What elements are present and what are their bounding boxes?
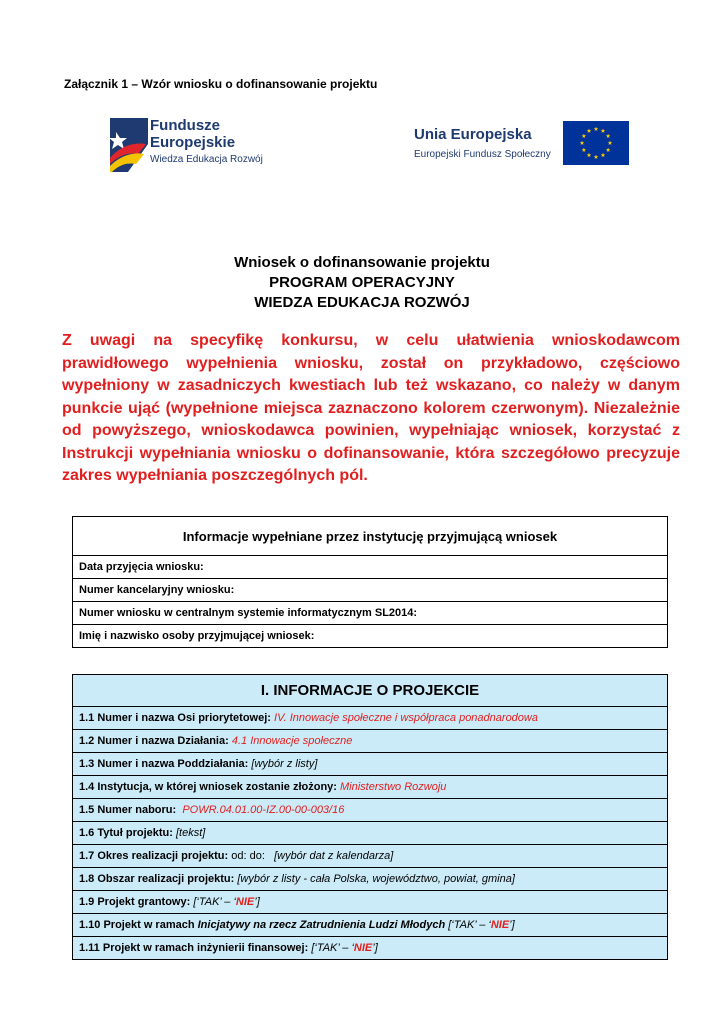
institution-row: Numer kancelaryjny wniosku: bbox=[73, 579, 668, 602]
fe-line1: Fundusze bbox=[150, 117, 220, 134]
institution-table-header: Informacje wypełniane przez instytucję przyjmującą wniosek bbox=[73, 517, 668, 556]
field-value[interactable]: IV. Innowacje społeczne i współpraca ponadnarodowa bbox=[274, 712, 538, 724]
project-row-1-4: 1.4 Instytucja, w której wniosek zostanie złożony: Ministerstwo Rozwoju bbox=[73, 776, 668, 799]
institution-row: Numer wniosku w centralnym systemie informatycznym SL2014: bbox=[73, 602, 668, 625]
field-value[interactable]: [wybór z listy] bbox=[251, 758, 318, 770]
institution-info-table bbox=[72, 516, 668, 648]
field-value[interactable]: [‘TAK’ – ‘NIE’] bbox=[448, 919, 515, 931]
document-titles bbox=[0, 253, 724, 313]
project-row-1-2: 1.2 Numer i nazwa Działania: 4.1 Innowacje społeczne bbox=[73, 730, 668, 753]
project-row-1-6: 1.6 Tytuł projektu: [tekst] bbox=[73, 822, 668, 845]
title-line1: Wniosek o dofinansowanie projektu bbox=[234, 254, 490, 271]
field-value[interactable]: [tekst] bbox=[175, 827, 206, 839]
project-row-1-11: 1.11 Projekt w ramach inżynierii finansowej: [‘TAK’ – ‘NIE’] bbox=[73, 937, 668, 960]
field-value[interactable]: [wybór dat z kalendarza] bbox=[274, 850, 394, 862]
field-value[interactable]: [‘TAK’ – ‘NIE’] bbox=[311, 942, 378, 954]
field-value[interactable]: Ministerstwo Rozwoju bbox=[340, 781, 447, 793]
fe-logo-text bbox=[150, 118, 263, 165]
title-line3: WIEDZA EDUKACJA ROZWÓJ bbox=[254, 294, 470, 311]
fe-line3: Wiedza Edukacja Rozwój bbox=[150, 154, 263, 165]
project-row-1-8: 1.8 Obszar realizacji projektu: [wybór z listy - cała Polska, województwo, powiat, gmina] bbox=[73, 868, 668, 891]
institution-row: Data przyjęcia wniosku: bbox=[73, 556, 668, 579]
fe-line2: Europejskie bbox=[150, 134, 236, 151]
title-line2: PROGRAM OPERACYJNY bbox=[269, 274, 455, 291]
project-row-1-1: 1.1 Numer i nazwa Osi priorytetowej: IV. Innowacje społeczne i współpraca ponadnarodowa bbox=[73, 707, 668, 730]
project-info-table bbox=[72, 674, 668, 960]
project-table-header: I. INFORMACJE O PROJEKCIE bbox=[73, 675, 668, 707]
field-value[interactable]: [wybór z listy - cała Polska, województwo, powiat, gmina] bbox=[237, 873, 515, 885]
annex-title: Załącznik 1 – Wzór wniosku o dofinansowanie projektu bbox=[64, 77, 378, 91]
instruction-notice: Z uwagi na specyfikę konkursu, w celu ułatwienia wnioskodawcom prawidłowego wypełnienia wniosku, został on przykładowo, częściowo wypełniony w zasadniczych kwestiach lub też wskazano, co należy w danym punkcie ująć (wypełnione miejsca zaznaczono kolorem czerwonym). Niezależnie od powyższego, wnioskodawca powinien, wypełniając wniosek, korzystać z Instrukcji wypełniania wniosku o dofinansowanie, która szczegółowo precyzuje zakres wypełniania poszczególnych pól. bbox=[62, 332, 680, 484]
ue-line2: Europejski Fundusz Społeczny bbox=[414, 149, 551, 160]
field-value[interactable]: [‘TAK’ – ‘NIE’] bbox=[193, 896, 260, 908]
project-row-1-5: 1.5 Numer naboru: POWR.04.01.00-IZ.00-00-003/16 bbox=[73, 799, 668, 822]
project-row-1-7: 1.7 Okres realizacji projektu: od: do: [wybór dat z kalendarza] bbox=[73, 845, 668, 868]
field-value[interactable]: POWR.04.01.00-IZ.00-00-003/16 bbox=[182, 804, 345, 816]
field-value[interactable]: 4.1 Innowacje społeczne bbox=[231, 735, 353, 747]
project-row-1-10: 1.10 Projekt w ramach Inicjatywy na rzecz Zatrudnienia Ludzi Młodych [‘TAK’ – ‘NIE’] bbox=[73, 914, 668, 937]
institution-row: Imię i nazwisko osoby przyjmującej wniosek: bbox=[73, 625, 668, 648]
ue-line1: Unia Europejska bbox=[414, 126, 532, 143]
ue-logo-text bbox=[414, 126, 551, 160]
project-row-1-3: 1.3 Numer i nazwa Poddziałania: [wybór z listy] bbox=[73, 753, 668, 776]
eu-flag-icon bbox=[563, 121, 629, 165]
project-row-1-9: 1.9 Projekt grantowy: [‘TAK’ – ‘NIE’] bbox=[73, 891, 668, 914]
